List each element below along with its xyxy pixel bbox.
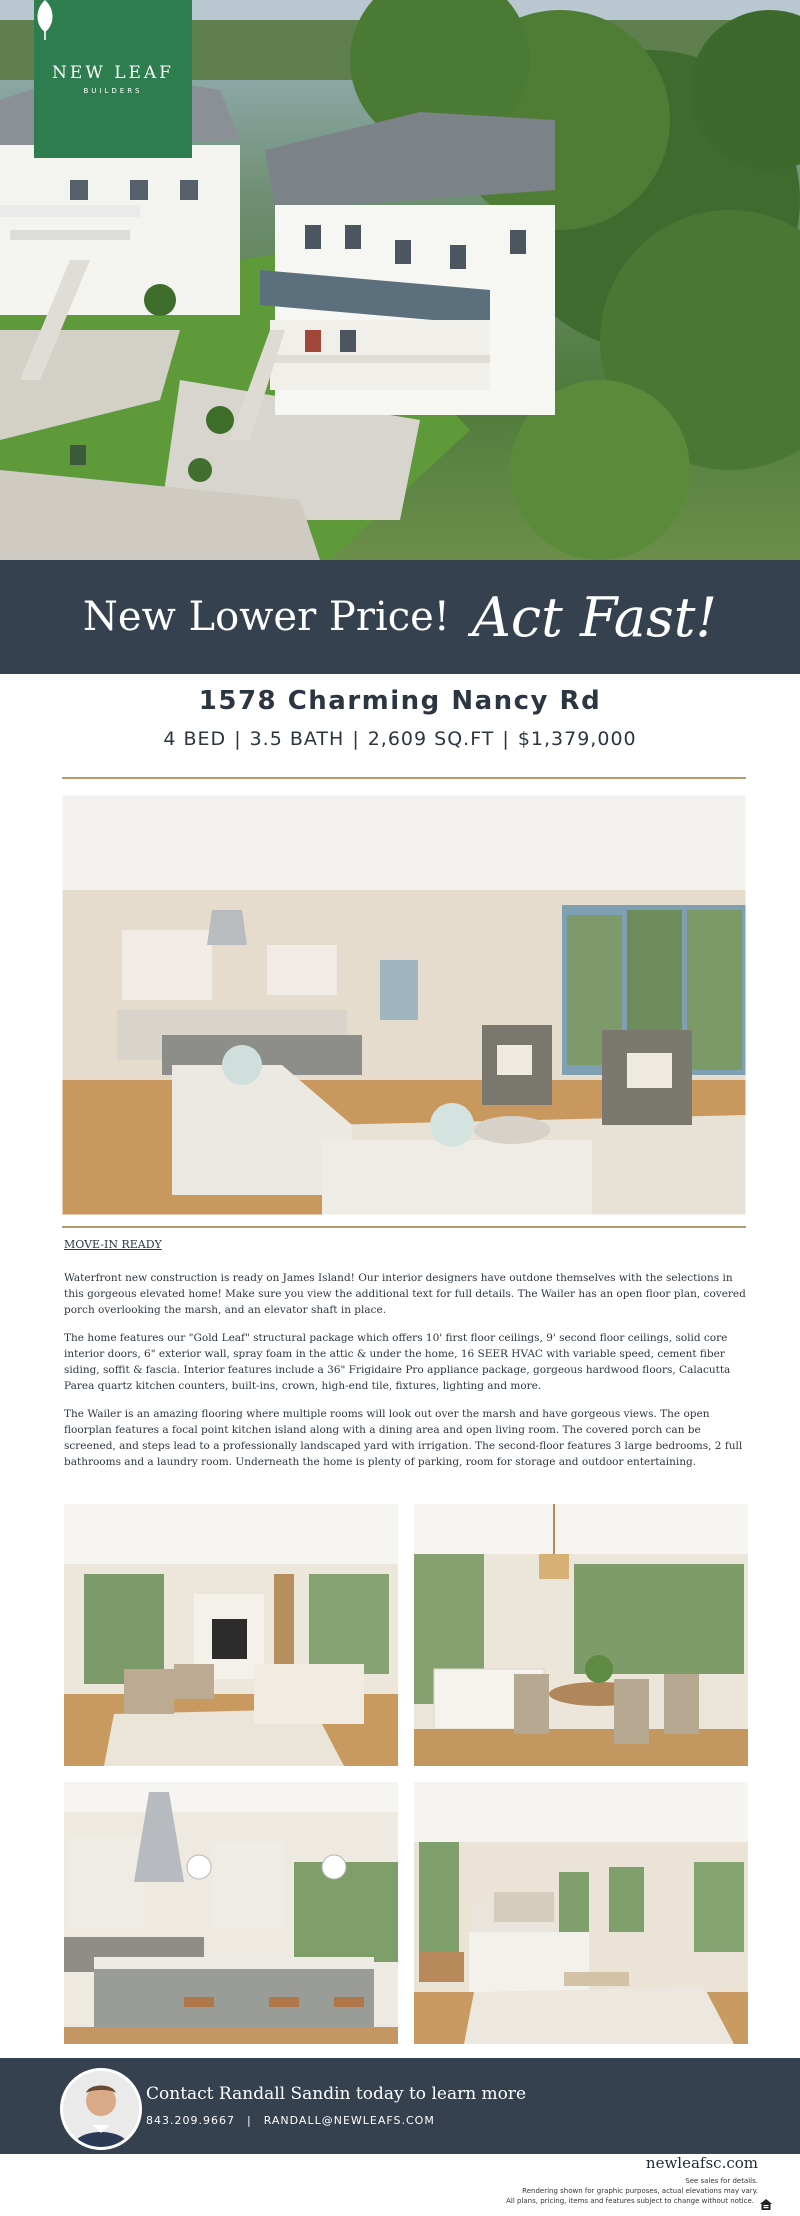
banner-script-text: Act Fast!	[471, 585, 718, 649]
description-text	[64, 1270, 746, 1482]
spec-divider: |	[502, 728, 510, 750]
avatar	[60, 2068, 142, 2150]
spec-sqft: 2,609 SQ.FT	[367, 728, 495, 750]
property-address: 1578 Charming Nancy Rd	[198, 686, 602, 716]
equal-housing-icon	[760, 2199, 772, 2210]
gold-divider	[62, 777, 746, 779]
contact-divider: |	[246, 2114, 252, 2127]
banner-headline: New Lower Price!	[82, 594, 450, 640]
price-banner	[0, 560, 800, 674]
logo-subtitle: BUILDERS	[83, 87, 143, 95]
living-room-photo	[62, 795, 746, 1215]
kitchen-photo	[64, 1782, 398, 2044]
logo-name: NEW LEAF	[52, 63, 174, 83]
family-room-photo	[64, 1504, 398, 1766]
dining-room-photo	[414, 1504, 748, 1766]
contact-phone[interactable]: 843.209.9667	[146, 2114, 235, 2127]
contact-title: Contact Randall Sandin today to learn more	[146, 2084, 527, 2104]
spec-price: $1,379,000	[517, 728, 637, 750]
spec-divider: |	[352, 728, 360, 750]
contact-email[interactable]: RANDALL@NEWLEAFS.COM	[263, 2114, 435, 2127]
paragraph-2: The home features our "Gold Leaf" structural package which offers 10' first floor ceilings, 9' second floor ceilings, solid core interior doors, 6" exterior wall, spray foam in the attic & under the home, 16 SEER HVAC with variable speed, cement fiber siding, soffit & fascia. Interior features include a 36" Frigidaire Pro appliance package, gorgeous hardwood floors, Calacutta Parea quartz kitchen counters, built-ins, crown, high-end tile, fixtures, lighting and more.	[64, 1332, 731, 1392]
paragraph-1: Waterfront new construction is ready on James Island! Our interior designers have outdone themselves with the selections in this gorgeous elevated home! Make sure you view the additional text for full details. The Wailer has an open floor plan, covered porch overlooking the marsh, and an elevator shaft in place.	[64, 1272, 746, 1316]
website-link[interactable]: newleafsc.com	[645, 2154, 758, 2172]
brand-logo	[34, 0, 192, 158]
paragraph-3: The Wailer is an amazing flooring where multiple rooms will look out over the marsh and have gorgeous views. The open floorplan features a focal point kitchen island along with a dining area and open living room. The covered porch can be screened, and steps lead to a professionally landscaped yard with irrigation. The second-floor features 3 large bedrooms, 2 full bathrooms and a laundry room. Underneath the home is plenty of parking, room for storage and outdoor entertaining.	[64, 1408, 743, 1468]
bedroom-photo	[414, 1782, 748, 2044]
spec-baths: 3.5 BATH	[249, 728, 345, 750]
contact-details	[146, 2114, 435, 2127]
hero-aerial-photo	[0, 0, 800, 560]
fine-print-1: See sales for details.	[685, 2177, 758, 2185]
property-specs	[0, 728, 800, 750]
leaf-icon	[34, 0, 56, 40]
spec-divider: |	[234, 728, 242, 750]
fine-print-3: All plans, pricing, items and features subject to change without notice.	[506, 2197, 754, 2205]
spec-beds: 4 BED	[163, 728, 227, 750]
fine-print-2: Rendering shown for graphic purposes, actual elevations may vary.	[522, 2187, 758, 2195]
contact-band	[0, 2058, 800, 2154]
gold-divider-2	[62, 1226, 746, 1228]
move-in-heading: MOVE-IN READY	[64, 1238, 162, 1251]
